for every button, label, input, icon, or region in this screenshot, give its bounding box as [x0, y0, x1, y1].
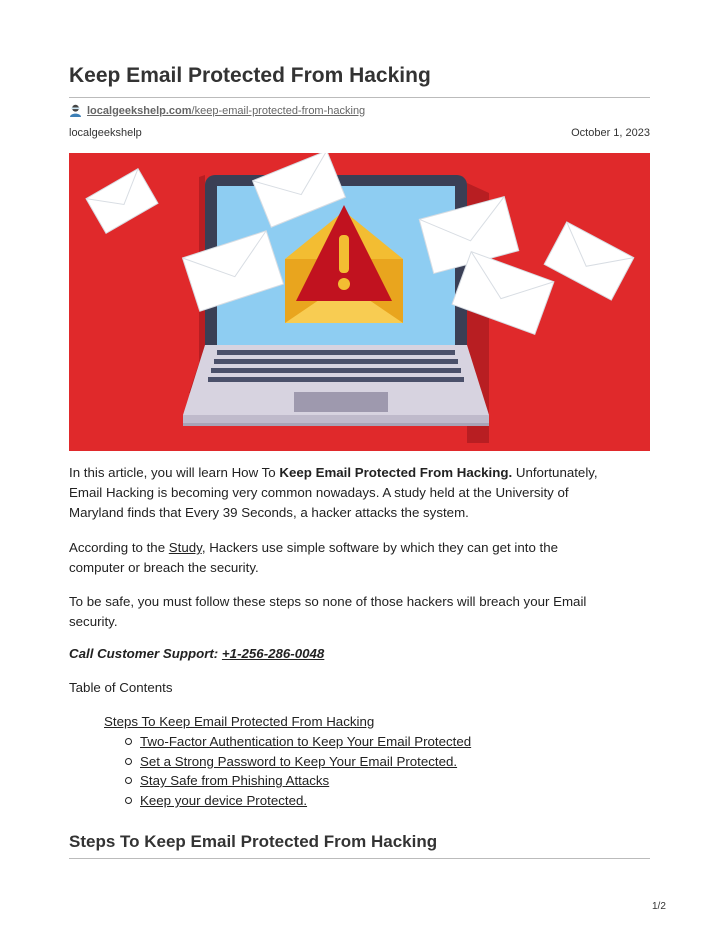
toc-label: Table of Contents — [69, 680, 173, 695]
toc-link-steps[interactable]: Steps To Keep Email Protected From Hacking — [104, 714, 375, 729]
toc-link-two-factor[interactable]: Two-Factor Authentication to Keep Your Email Protected — [140, 734, 472, 749]
title-divider — [69, 97, 650, 98]
study-link[interactable]: Study — [168, 540, 202, 555]
toc-item — [125, 734, 471, 749]
toc-link-strong-password[interactable]: Set a Strong Password to Keep Your Email Protected. — [140, 754, 458, 769]
article-meta — [69, 127, 650, 139]
toc-item — [125, 793, 307, 808]
source-link-row — [69, 104, 365, 117]
page-number: 1/2 — [652, 901, 666, 912]
article-date: October 1, 2023 — [571, 127, 650, 139]
section-divider — [69, 858, 650, 859]
toc-link-phishing[interactable]: Stay Safe from Phishing Attacks — [140, 773, 330, 788]
intro-paragraph-3: To be safe, you must follow these steps so none of those hackers will breach your Email security. — [69, 594, 587, 629]
toc-item — [125, 773, 329, 788]
intro-bold-phrase: Keep Email Protected From Hacking. — [279, 465, 513, 480]
bullet-circle-icon — [125, 797, 132, 804]
source-domain: localgeekshelp.com — [87, 104, 192, 117]
toc-link-device[interactable]: Keep your device Protected. — [140, 793, 308, 808]
source-url-link[interactable] — [87, 105, 365, 117]
toc-item — [125, 754, 457, 769]
support-phone-link[interactable]: +1-256-286-0048 — [221, 646, 325, 661]
customer-support-line: Call Customer Support: +1-256-286-0048 — [69, 646, 325, 661]
article-title: Keep Email Protected From Hacking — [69, 64, 431, 87]
bullet-circle-icon — [125, 758, 132, 765]
article-author: localgeekshelp — [69, 127, 142, 139]
bullet-circle-icon — [125, 777, 132, 784]
site-favicon-icon — [69, 104, 82, 117]
source-path: /keep-email-protected-from-hacking — [191, 104, 366, 117]
intro-paragraph-1: In this article, you will learn How To Keep Email Protected From Hacking. Unfortunately, Email Hacking is becoming very common nowadays. A study held at the University of Maryland finds that Every 39 Seconds, a hacker attacks the system. — [69, 465, 598, 520]
intro-paragraph-2: According to the Study, Hackers use simple software by which they can get into the computer or breach the security. — [69, 540, 559, 575]
section-heading: Steps To Keep Email Protected From Hacking — [69, 832, 438, 851]
bullet-circle-icon — [125, 738, 132, 745]
hero-laptop-email-warning-icon — [69, 153, 650, 451]
